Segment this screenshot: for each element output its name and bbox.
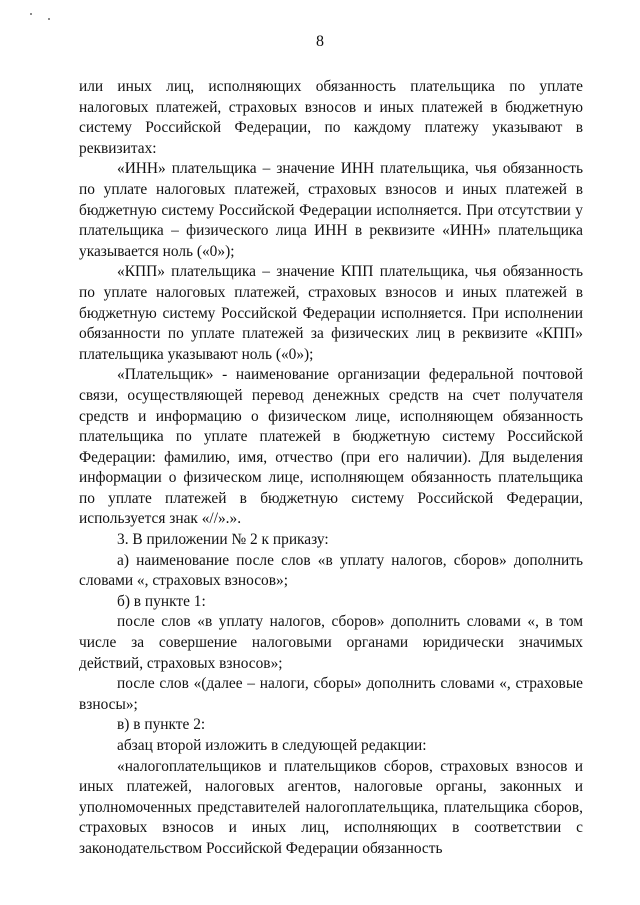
paragraph-item-a: а) наименование после слов «в уплату налогов, сборов» дополнить словами «, страховых взносов»; [79,551,583,590]
document-body [79,77,583,860]
paragraph-item-3: 3. В приложении № 2 к приказу: [117,531,329,549]
paragraph-continuation: или иных лиц, исполняющих обязанность плательщика по уплате налоговых платежей, страховых взносов и иных платежей в бюджетную систему Российской Федерации, по каждому платежу указывают в реквизитах: [79,78,583,157]
scan-speck [48,18,50,20]
paragraph-inn: «ИНН» плательщика – значение ИНН плательщика, чья обязанность по уплате налоговых платежей, страховых взносов и иных платежей в бюджетную систему Российской Федерации исполняется. При отсутствии у плательщика – физического лица ИНН в реквизите «ИНН» плательщика указывается ноль («0»); [79,160,583,260]
paragraph-b-1: после слов «в уплату налогов, сборов» дополнить словами «, в том числе за совершение налоговыми органами юридически значимых действий, страховых взносов»; [79,613,583,672]
paragraph-payer: «Плательщик» - наименование организации федеральной почтовой связи, осуществляющей перевод денежных средств на счет получателя средств и информацию о физическом лице, исполняющем обязанность плательщика по уплате платежей в бюджетную систему Российской Федерации: фамилию, имя, отчество (при его наличии). Для выделения информации о физическом лице, исполняющем обязанность плательщика по уплате платежей в бюджетную систему Российской Федерации, используется знак «//».». [79,366,583,528]
paragraph-v-2: «налогоплательщиков и плательщиков сборов, страховых взносов и иных платежей, налоговых агентов, налоговые органы, законных и уполномоченных представителей налогоплательщика, плательщика сборов, страховых взносов и иных лиц, исполняющих в соответствии с законодательством Российской Федерации обязанность [79,757,583,857]
paragraph-kpp: «КПП» плательщика – значение КПП плательщика, чья обязанность по уплате налоговых платежей, страховых взносов и иных платежей в бюджетную систему Российской Федерации исполняется. При исполнении обязанности по уплате платежей за физических лиц в реквизите «КПП» плательщика указывают ноль («0»); [79,263,583,363]
paragraph-b-2: после слов «(далее – налоги, сборы» дополнить словами «, страховые взносы»; [79,675,583,713]
paragraph-v-1: абзац второй изложить в следующей редакции: [117,737,427,754]
paragraph-item-b: б) в пункте 1: [117,592,206,610]
paragraph-item-v: в) в пункте 2: [117,716,206,734]
page-number: 8 [316,33,324,50]
scan-speck [30,13,32,15]
